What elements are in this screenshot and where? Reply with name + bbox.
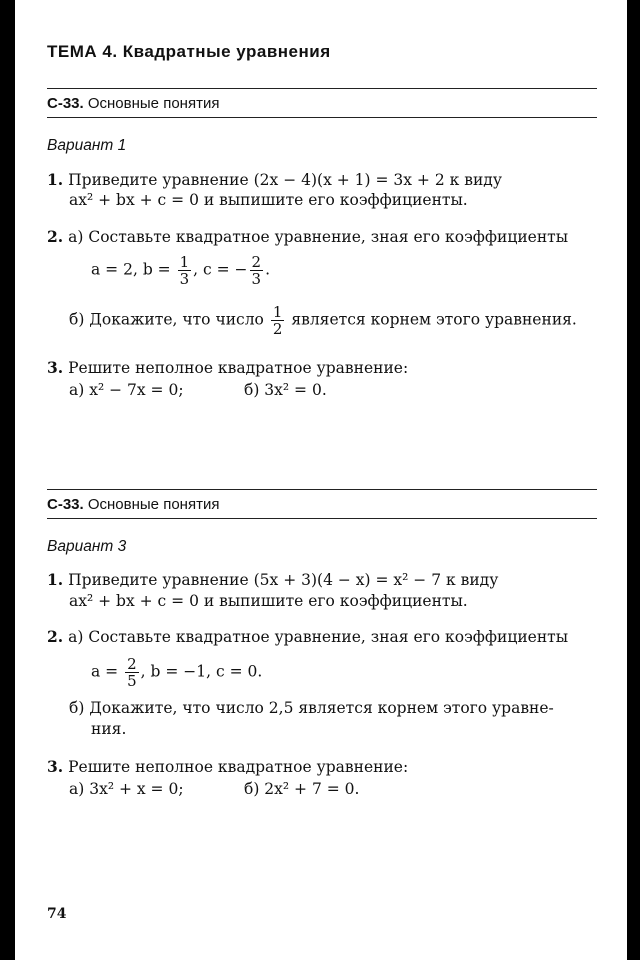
problem-text: а) Составьте квадратное уравнение, зная его коэффициенты: [68, 228, 569, 246]
problem-number: 2.: [47, 627, 64, 646]
problem-text: Решите неполное квадратное уравнение:: [68, 359, 409, 377]
problem-2-part-a: [47, 627, 568, 646]
problem-text: Решите неполное квадратное уравнение:: [68, 758, 409, 776]
problem-number: 1.: [47, 570, 64, 589]
problem-2-part-b-line-2: ния.: [91, 720, 127, 738]
section-name: Основные понятия: [87, 95, 220, 112]
problem-1-line-2: ax² + bx + c = 0 и выпишите его коэффициенты.: [69, 191, 468, 209]
problem-number: 3.: [47, 358, 64, 377]
variant-label: Вариант 3: [47, 538, 127, 555]
problem-3-part-b: б) 3x² = 0.: [244, 381, 327, 399]
coef-a: a = 2,: [91, 260, 138, 279]
numerator: 1: [272, 303, 283, 321]
denominator: 3: [179, 270, 190, 288]
coef-c-label: , c = −: [193, 260, 248, 279]
problem-number: 2.: [47, 227, 64, 246]
problem-1-line-1: [47, 170, 502, 189]
problem-3-part-b: б) 2x² + 7 = 0.: [244, 780, 360, 798]
textbook-page: [15, 0, 627, 960]
numerator: 1: [179, 253, 190, 271]
problem-3-line-1: [47, 757, 408, 776]
part-b-post: является корнем этого уравнения.: [291, 310, 577, 329]
problem-3-line-1: [47, 358, 408, 377]
problem-number: 1.: [47, 170, 64, 189]
variant-label: Вариант 1: [47, 137, 127, 154]
part-b-pre: б) Докажите, что число: [69, 310, 264, 329]
problem-2-coefficients: [91, 656, 262, 689]
fraction-one-half: [271, 304, 285, 337]
section-bottom-rule: [47, 518, 597, 519]
section-name: Основные понятия: [87, 496, 220, 513]
numerator: 2: [127, 655, 137, 673]
section-code: С-33.: [47, 95, 84, 112]
problem-3-part-a: а) x² − 7x = 0;: [69, 381, 184, 399]
topic-title: ТЕМА 4. Квадратные уравнения: [47, 42, 331, 61]
coef-a-label: a =: [91, 662, 119, 681]
problem-2-part-b: [69, 304, 577, 337]
problem-2-part-a: [47, 227, 568, 246]
problem-1-line-1: [47, 570, 498, 589]
fraction-two-fifths: [125, 656, 139, 689]
problem-1-line-2: ax² + bx + c = 0 и выпишите его коэффициенты.: [69, 592, 468, 610]
problem-2-coefficients: [91, 254, 270, 287]
section-code: С-33.: [47, 496, 84, 513]
period: .: [265, 260, 270, 279]
numerator: 2: [251, 253, 262, 271]
coef-rest: , b = −1, c = 0.: [140, 662, 263, 681]
denominator: 3: [251, 270, 262, 288]
problem-3-part-a: а) 3x² + x = 0;: [69, 780, 184, 798]
problem-number: 3.: [47, 757, 64, 776]
problem-2-part-b-line-1: б) Докажите, что число 2,5 является корнем этого уравне-: [69, 699, 554, 717]
page-number: 74: [47, 906, 67, 922]
section-top-rule: [47, 88, 597, 89]
fraction-two-thirds: [250, 254, 264, 287]
section-header-1: [47, 95, 219, 112]
problem-text: Приведите уравнение (2x − 4)(x + 1) = 3x + 2 к виду: [68, 171, 502, 189]
coef-b-label: b =: [142, 260, 171, 279]
problem-text: а) Составьте квадратное уравнение, зная его коэффициенты: [68, 628, 569, 646]
fraction-one-third: [178, 254, 192, 287]
section-top-rule: [47, 489, 597, 490]
denominator: 5: [127, 672, 137, 690]
section-bottom-rule: [47, 117, 597, 118]
section-header-2: [47, 496, 219, 513]
denominator: 2: [272, 320, 283, 338]
problem-text: Приведите уравнение (5x + 3)(4 − x) = x² − 7 к виду: [68, 571, 499, 589]
